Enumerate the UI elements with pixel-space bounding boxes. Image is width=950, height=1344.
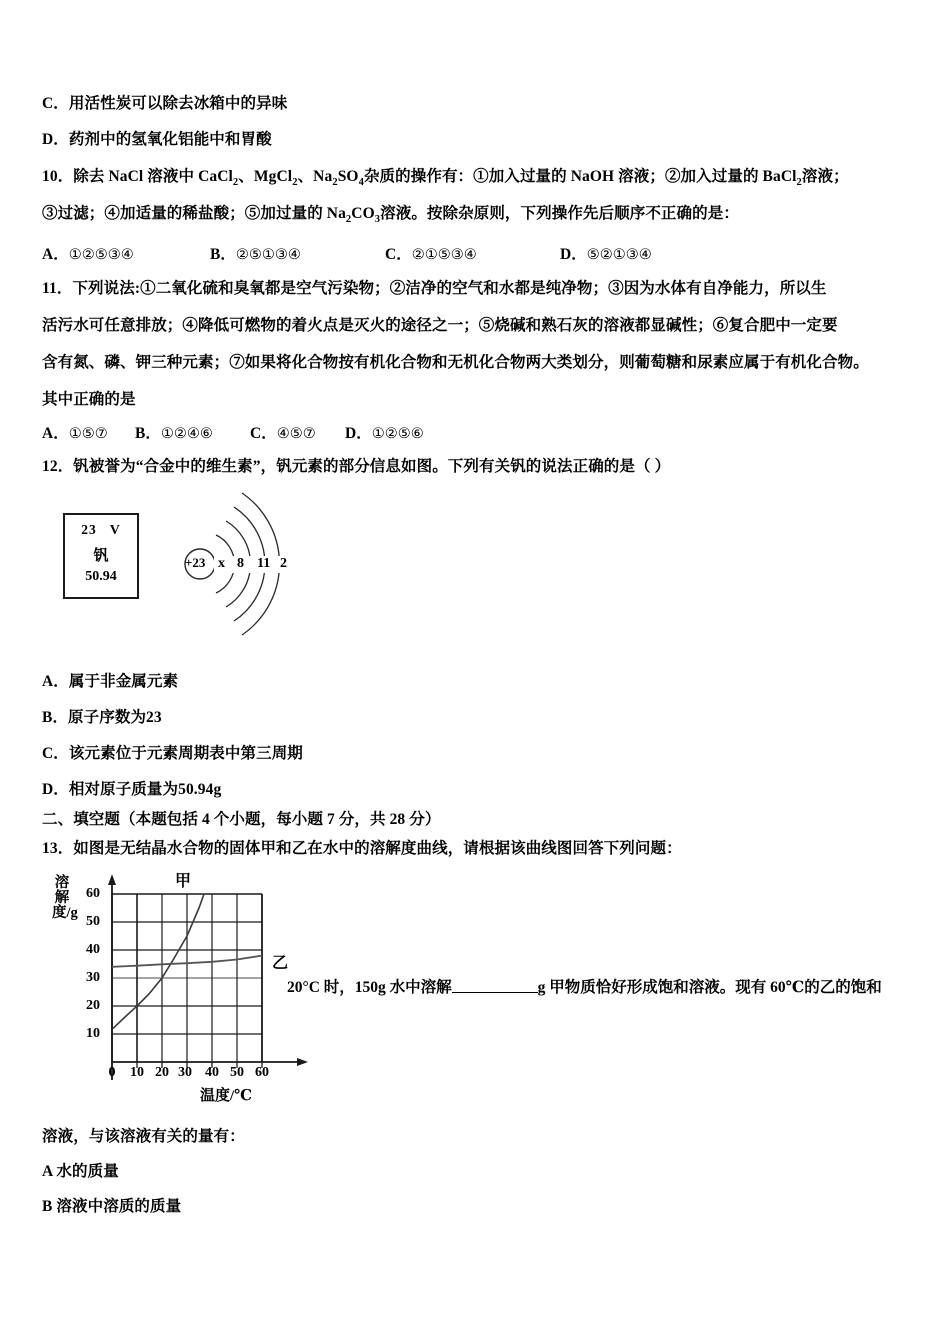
q10-option-d[interactable] <box>560 242 652 264</box>
q11-option-d-value: ①②⑤⑥ <box>371 426 424 442</box>
q11-option-d-label: D． <box>345 425 372 442</box>
q11-stem-line2: 活污水可任意排放；④降低可燃物的着火点是灭火的途径之一；⑤烧碱和熟石灰的溶液都显碱性；⑥复合肥中一定要 <box>42 317 838 334</box>
q10-stem-line1 <box>42 168 849 190</box>
chart-ytick-50: 50 <box>86 914 100 929</box>
q10-stem2-part-b: CO <box>351 205 375 222</box>
q12-option-b-label: B． <box>42 709 69 726</box>
q10-sub-7: 3 <box>374 214 381 226</box>
q11-option-b-label: B． <box>135 425 161 442</box>
q10-sub-1: 2 <box>232 177 239 189</box>
chart-ytick-40: 40 <box>86 942 100 957</box>
q9-option-d: D．药剂中的氢氧化铝能中和胃酸 <box>42 131 272 148</box>
chart-y-axis-arrow <box>108 874 116 885</box>
chart-ytick-60: 60 <box>86 886 100 901</box>
section-two-heading: 二、填空题（本题包括 4 个小题，每小题 7 分，共 28 分） <box>42 811 441 828</box>
q13-sub-option-a[interactable]: A 水的质量 <box>42 1163 119 1180</box>
chart-x-axis-arrow <box>297 1058 308 1066</box>
chart-xtick-60: 60 <box>255 1065 269 1080</box>
q10-stem2-part-a: ③过滤；④加适量的稀盐酸；⑤加过量的 Na <box>42 205 346 222</box>
shell-electron-count-1: x <box>218 556 225 571</box>
q10-stem-part-a: 10．除去 NaCl 溶液中 CaCl <box>42 168 233 185</box>
q10-stem-line2 <box>42 205 739 227</box>
chart-ytick-20: 20 <box>86 998 100 1013</box>
shell-electron-count-2: 8 <box>237 556 244 571</box>
chart-xtick-0: 0 <box>108 1065 116 1080</box>
q12-option-a[interactable] <box>42 673 178 692</box>
chart-x-axis-title: 温度/℃ <box>200 1088 253 1104</box>
chart-xtick-40: 40 <box>205 1065 219 1080</box>
q11-option-a-value: ①⑤⑦ <box>68 426 108 442</box>
element-card-top-row <box>65 522 137 539</box>
q11-option-a-label: A． <box>42 425 69 442</box>
q11-option-c[interactable] <box>250 421 316 443</box>
q10-option-c-label: C． <box>385 246 412 263</box>
chart-xtick-50: 50 <box>230 1065 244 1080</box>
shell-electron-count-4: 2 <box>280 556 287 571</box>
q10-sub-5: 2 <box>796 177 802 189</box>
chart-ytick-30: 30 <box>86 970 100 985</box>
q13-fill-in-sentence <box>287 975 882 997</box>
q12-stem: 12．钒被誉为“合金中的维生素”，钒元素的部分信息如图。下列有关钒的说法正确的是（ ） <box>42 458 671 475</box>
chart-ytick-10: 10 <box>86 1026 100 1041</box>
q13-continuation: 溶液，与该溶液有关的量有： <box>42 1128 245 1145</box>
q10-option-d-label: D． <box>560 246 587 263</box>
q10-sub-6: 2 <box>345 214 352 226</box>
element-atomic-mass: 50.94 <box>85 569 117 584</box>
q10-option-a[interactable] <box>42 242 134 264</box>
q10-option-b-label: B． <box>210 246 236 263</box>
q12-option-c-label: C． <box>42 745 69 762</box>
q10-stem-part-c: 、Na <box>297 168 333 185</box>
q12-option-a-text: 属于非金属元素 <box>68 673 179 690</box>
q13-text-after-blank: g 甲物质恰好形成饱和溶液。现有 60℃的乙的饱和 <box>537 979 882 996</box>
q10-option-b[interactable] <box>210 242 301 264</box>
chart-series-label-yi: 乙 <box>272 955 289 972</box>
q10-stem-part-f: 溶液； <box>801 168 849 185</box>
q12-option-c-text: 该元素位于元素周期表中第三周期 <box>68 745 303 762</box>
chart-series-curve-jia <box>113 894 204 1028</box>
q11-option-d[interactable] <box>345 421 424 443</box>
q10-option-b-value: ②⑤①③④ <box>235 247 301 263</box>
q10-option-a-value: ①②⑤③④ <box>68 247 134 263</box>
q10-option-c[interactable] <box>385 242 477 264</box>
q10-sub-3: 2 <box>332 177 338 189</box>
q12-option-b[interactable] <box>42 709 162 728</box>
q11-option-c-value: ④⑤⑦ <box>276 426 316 442</box>
element-info-card <box>63 513 139 599</box>
q11-stem-line3: 含有氮、磷、钾三种元素；⑦如果将化合物按有机化合物和无机化合物两大类划分，则葡萄糖和尿素应属于有机化合物。 <box>42 354 869 371</box>
element-atomic-number: 23 <box>81 522 97 537</box>
nucleus-charge-label: +23 <box>185 555 206 570</box>
q10-stem-part-e: 杂质的操作有：①加入过量的 NaOH 溶液；②加入过量的 BaCl <box>363 168 797 185</box>
q10-stem-part-d: SO <box>337 168 359 185</box>
q12-option-a-label: A． <box>42 673 69 690</box>
q10-option-a-label: A． <box>42 246 69 263</box>
q13-text-before-blank: 20°C 时，150g 水中溶解 <box>287 979 452 996</box>
q9-option-c: C．用活性炭可以除去冰箱中的异味 <box>42 95 288 112</box>
q11-option-c-label: C． <box>250 425 277 442</box>
element-symbol: V <box>109 523 121 538</box>
shell-electron-count-3: 11 <box>257 556 271 571</box>
q12-option-b-text: 原子序数为23 <box>68 709 162 726</box>
q12-option-d-label: D． <box>42 781 69 798</box>
chart-series-label-jia: 甲 <box>175 873 192 890</box>
q10-sub-4: 4 <box>358 177 364 189</box>
chart-y-axis-title: 溶解度/g <box>52 875 78 921</box>
q10-option-c-value: ②①⑤③④ <box>411 247 477 263</box>
q10-sub-2: 2 <box>292 177 298 189</box>
q12-option-c[interactable] <box>42 745 303 764</box>
q11-option-b[interactable] <box>135 421 213 443</box>
element-chinese-name: 钒 <box>93 548 109 564</box>
chart-xtick-20: 20 <box>155 1065 169 1080</box>
q13-sub-option-b[interactable]: B 溶液中溶质的质量 <box>42 1198 182 1215</box>
chart-xtick-30: 30 <box>178 1065 192 1080</box>
q10-stem-part-b: 、MgCl <box>238 168 293 185</box>
q11-option-b-value: ①②④⑥ <box>160 426 213 442</box>
q11-option-a[interactable] <box>42 421 108 443</box>
q10-stem2-part-c: 溶液。按除杂原则，下列操作先后顺序不正确的是： <box>380 205 739 222</box>
q11-stem-line1: 11．下列说法:①二氧化硫和臭氧都是空气污染物；②洁净的空气和水都是纯净物；③因为水体有自净能力，所以生 <box>42 280 827 297</box>
atom-structure-diagram <box>172 487 317 642</box>
q11-stem-line4: 其中正确的是 <box>42 391 136 408</box>
q13-stem: 13．如图是无结晶水合物的固体甲和乙在水中的溶解度曲线，请根据该曲线图回答下列问题： <box>42 840 682 857</box>
q13-answer-blank[interactable] <box>452 979 538 993</box>
chart-xtick-10: 10 <box>130 1065 144 1080</box>
q10-option-d-value: ⑤②①③④ <box>586 247 652 263</box>
q12-option-d[interactable] <box>42 781 221 800</box>
q12-option-d-text: 相对原子质量为50.94g <box>68 781 222 798</box>
